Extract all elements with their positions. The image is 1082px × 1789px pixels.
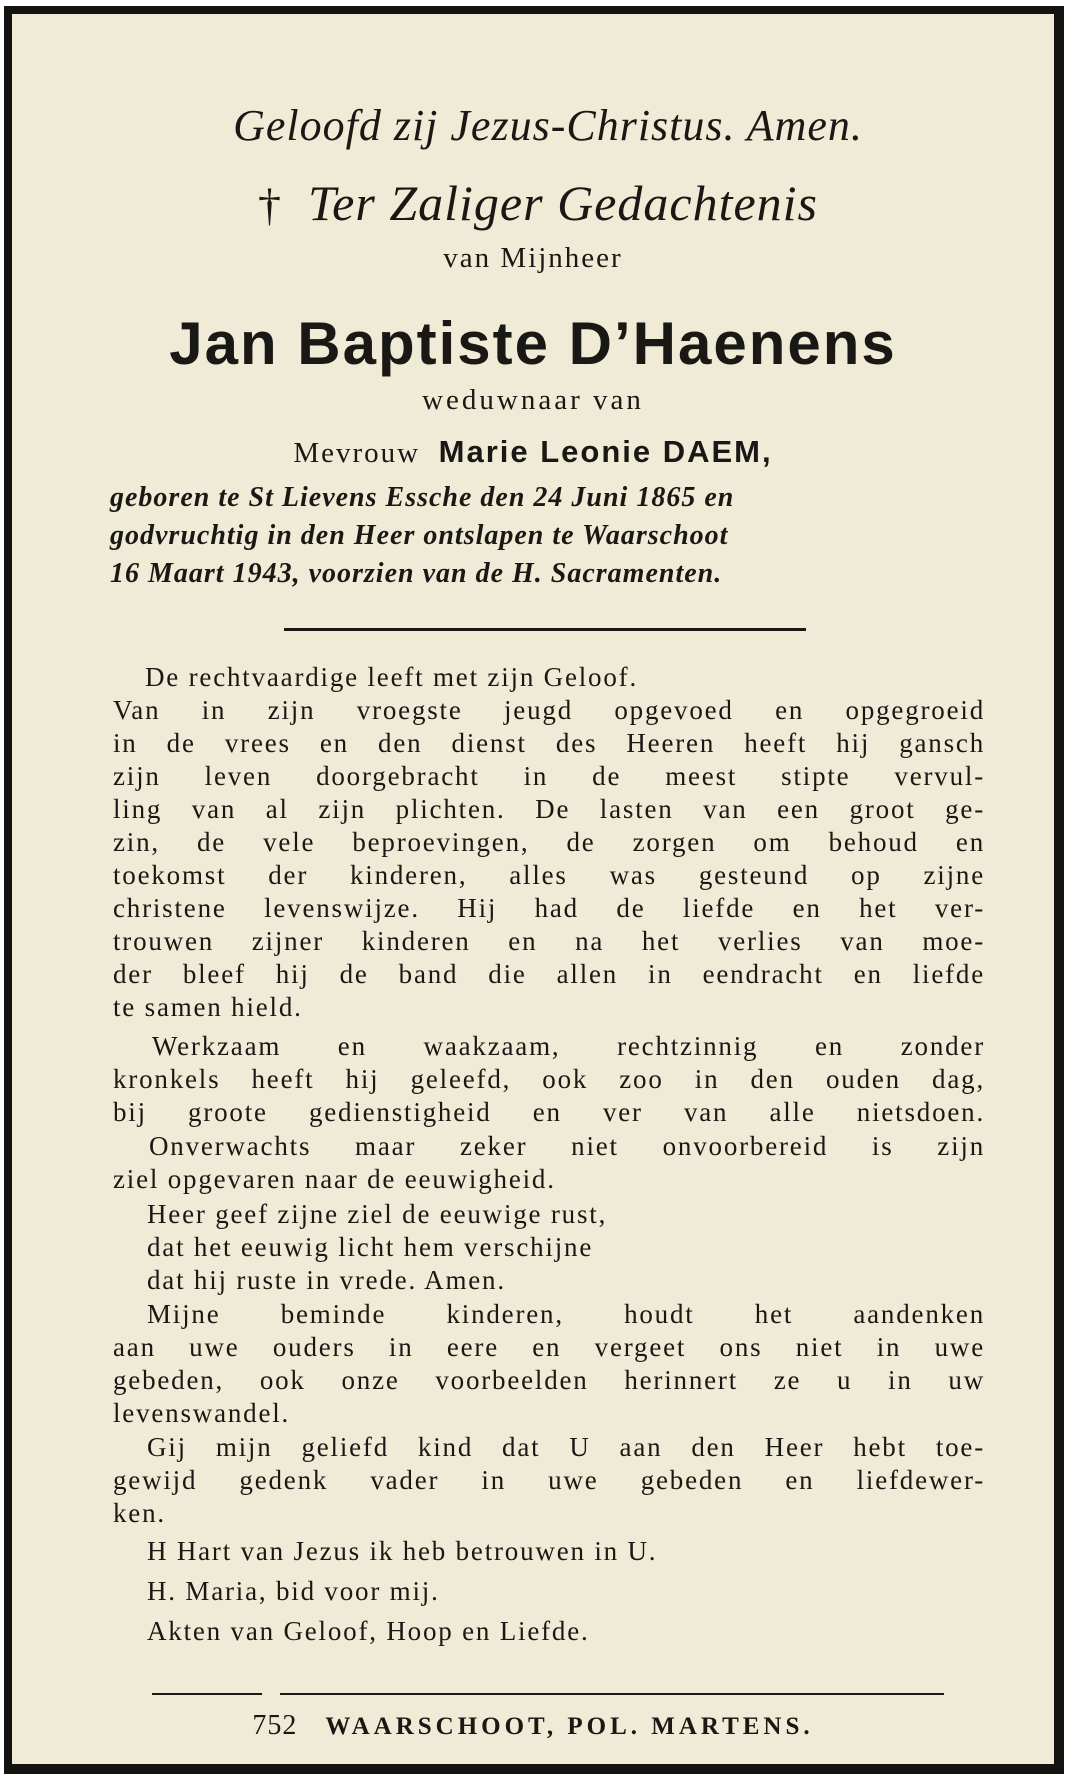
prayer-line: Akten van Geloof, Hoop en Liefde. [147,1616,590,1646]
prayer-line: H Hart van Jezus ik heb betrouwen in U. [147,1536,658,1566]
printer-footer [12,1710,1054,1742]
spouse-name: Marie Leonie DAEM, [438,434,773,469]
memorial-card [4,6,1064,1774]
text-line: Gij mijn geliefd kind dat U aan den Heer hebt toe- [147,1432,985,1462]
text-line: trouwen zijner kinderen en na het verlies van moe- [113,926,985,956]
text-line: toekomst der kinderen, alles was gesteund op zijne [113,860,985,890]
text-line: ziel opgevaren naar de eeuwigheid. [113,1164,556,1194]
van-mijnheer: van Mijnheer [443,242,623,274]
text-line: christene levenswijze. Hij had de liefde en het ver- [113,893,985,923]
footer-rule-right [280,1693,944,1695]
text-line: in de vrees en den dienst des Heeren heeft hij gansch [113,728,985,758]
text-line: Werkzaam en waakzaam, rechtzinnig en zonder [152,1031,985,1061]
text-line: ken. [113,1498,166,1528]
text-line: levenswandel. [113,1398,291,1428]
text-line: De rechtvaardige leeft met zijn Geloof. [145,662,638,692]
text-line: Mijne beminde kinderen, houdt het aandenken [147,1299,985,1329]
text-line: zin, de vele beproevingen, de zorgen om behoud en [113,827,985,857]
spouse-line [12,434,1054,470]
deceased-name: Jan Baptiste D’Haenens [169,310,897,377]
footer-rule-left [152,1693,262,1695]
title-text: Ter Zaliger Gedachtenis [307,175,819,231]
prayer-line: dat hij ruste in vrede. Amen. [147,1265,506,1295]
card-title [12,174,1054,232]
text-line: kronkels heeft hij geleefd, ook zoo in den ouden dag, [113,1064,985,1094]
print-number: 752 [252,1710,298,1741]
cross-icon: † [257,179,282,230]
text-line: Van in zijn vroegste jeugd opgevoed en opgegroeid [113,695,985,725]
opening-phrase: Geloofd zij Jezus-Christus. Amen. [233,101,863,150]
divider [284,628,806,631]
text-line: der bleef hij de band die allen in eendracht en liefde [113,959,985,989]
text-line: aan uwe ouders in eere en vergeet ons niet in uwe [113,1332,985,1362]
bio-line: 16 Maart 1943, voorzien van de H. Sacramenten. [110,558,723,589]
prayer-line: Heer geef zijne ziel de eeuwige rust, [147,1199,608,1229]
bio-line: godvruchtig in den Heer ontslapen te Waarschoot [110,520,729,551]
prayer-line: dat het eeuwig licht hem verschijne [147,1232,594,1262]
text-line: bij groote gedienstigheid en ver van alle nietsdoen. [113,1097,985,1127]
text-line: gebeden, ook onze voorbeelden herinnert ze u in uw [113,1365,985,1395]
bio-line: geboren te St Lievens Essche den 24 Juni 1865 en [110,482,735,513]
text-line: gewijd gedenk vader in uwe gebeden en liefdewer- [113,1465,985,1495]
printer-name: WAARSCHOOT, POL. MARTENS. [325,1713,814,1740]
text-line: Onverwachts maar zeker niet onvoorbereid is zijn [149,1131,985,1161]
spouse-prefix: Mevrouw [293,437,421,469]
text-line: ling van al zijn plichten. De lasten van een groot ge- [113,794,985,824]
widower-of: weduwnaar van [422,384,644,416]
text-line: te samen hield. [113,992,303,1022]
prayer-line: H. Maria, bid voor mij. [147,1576,440,1606]
text-line: zijn leven doorgebracht in de meest stipte vervul- [113,761,985,791]
